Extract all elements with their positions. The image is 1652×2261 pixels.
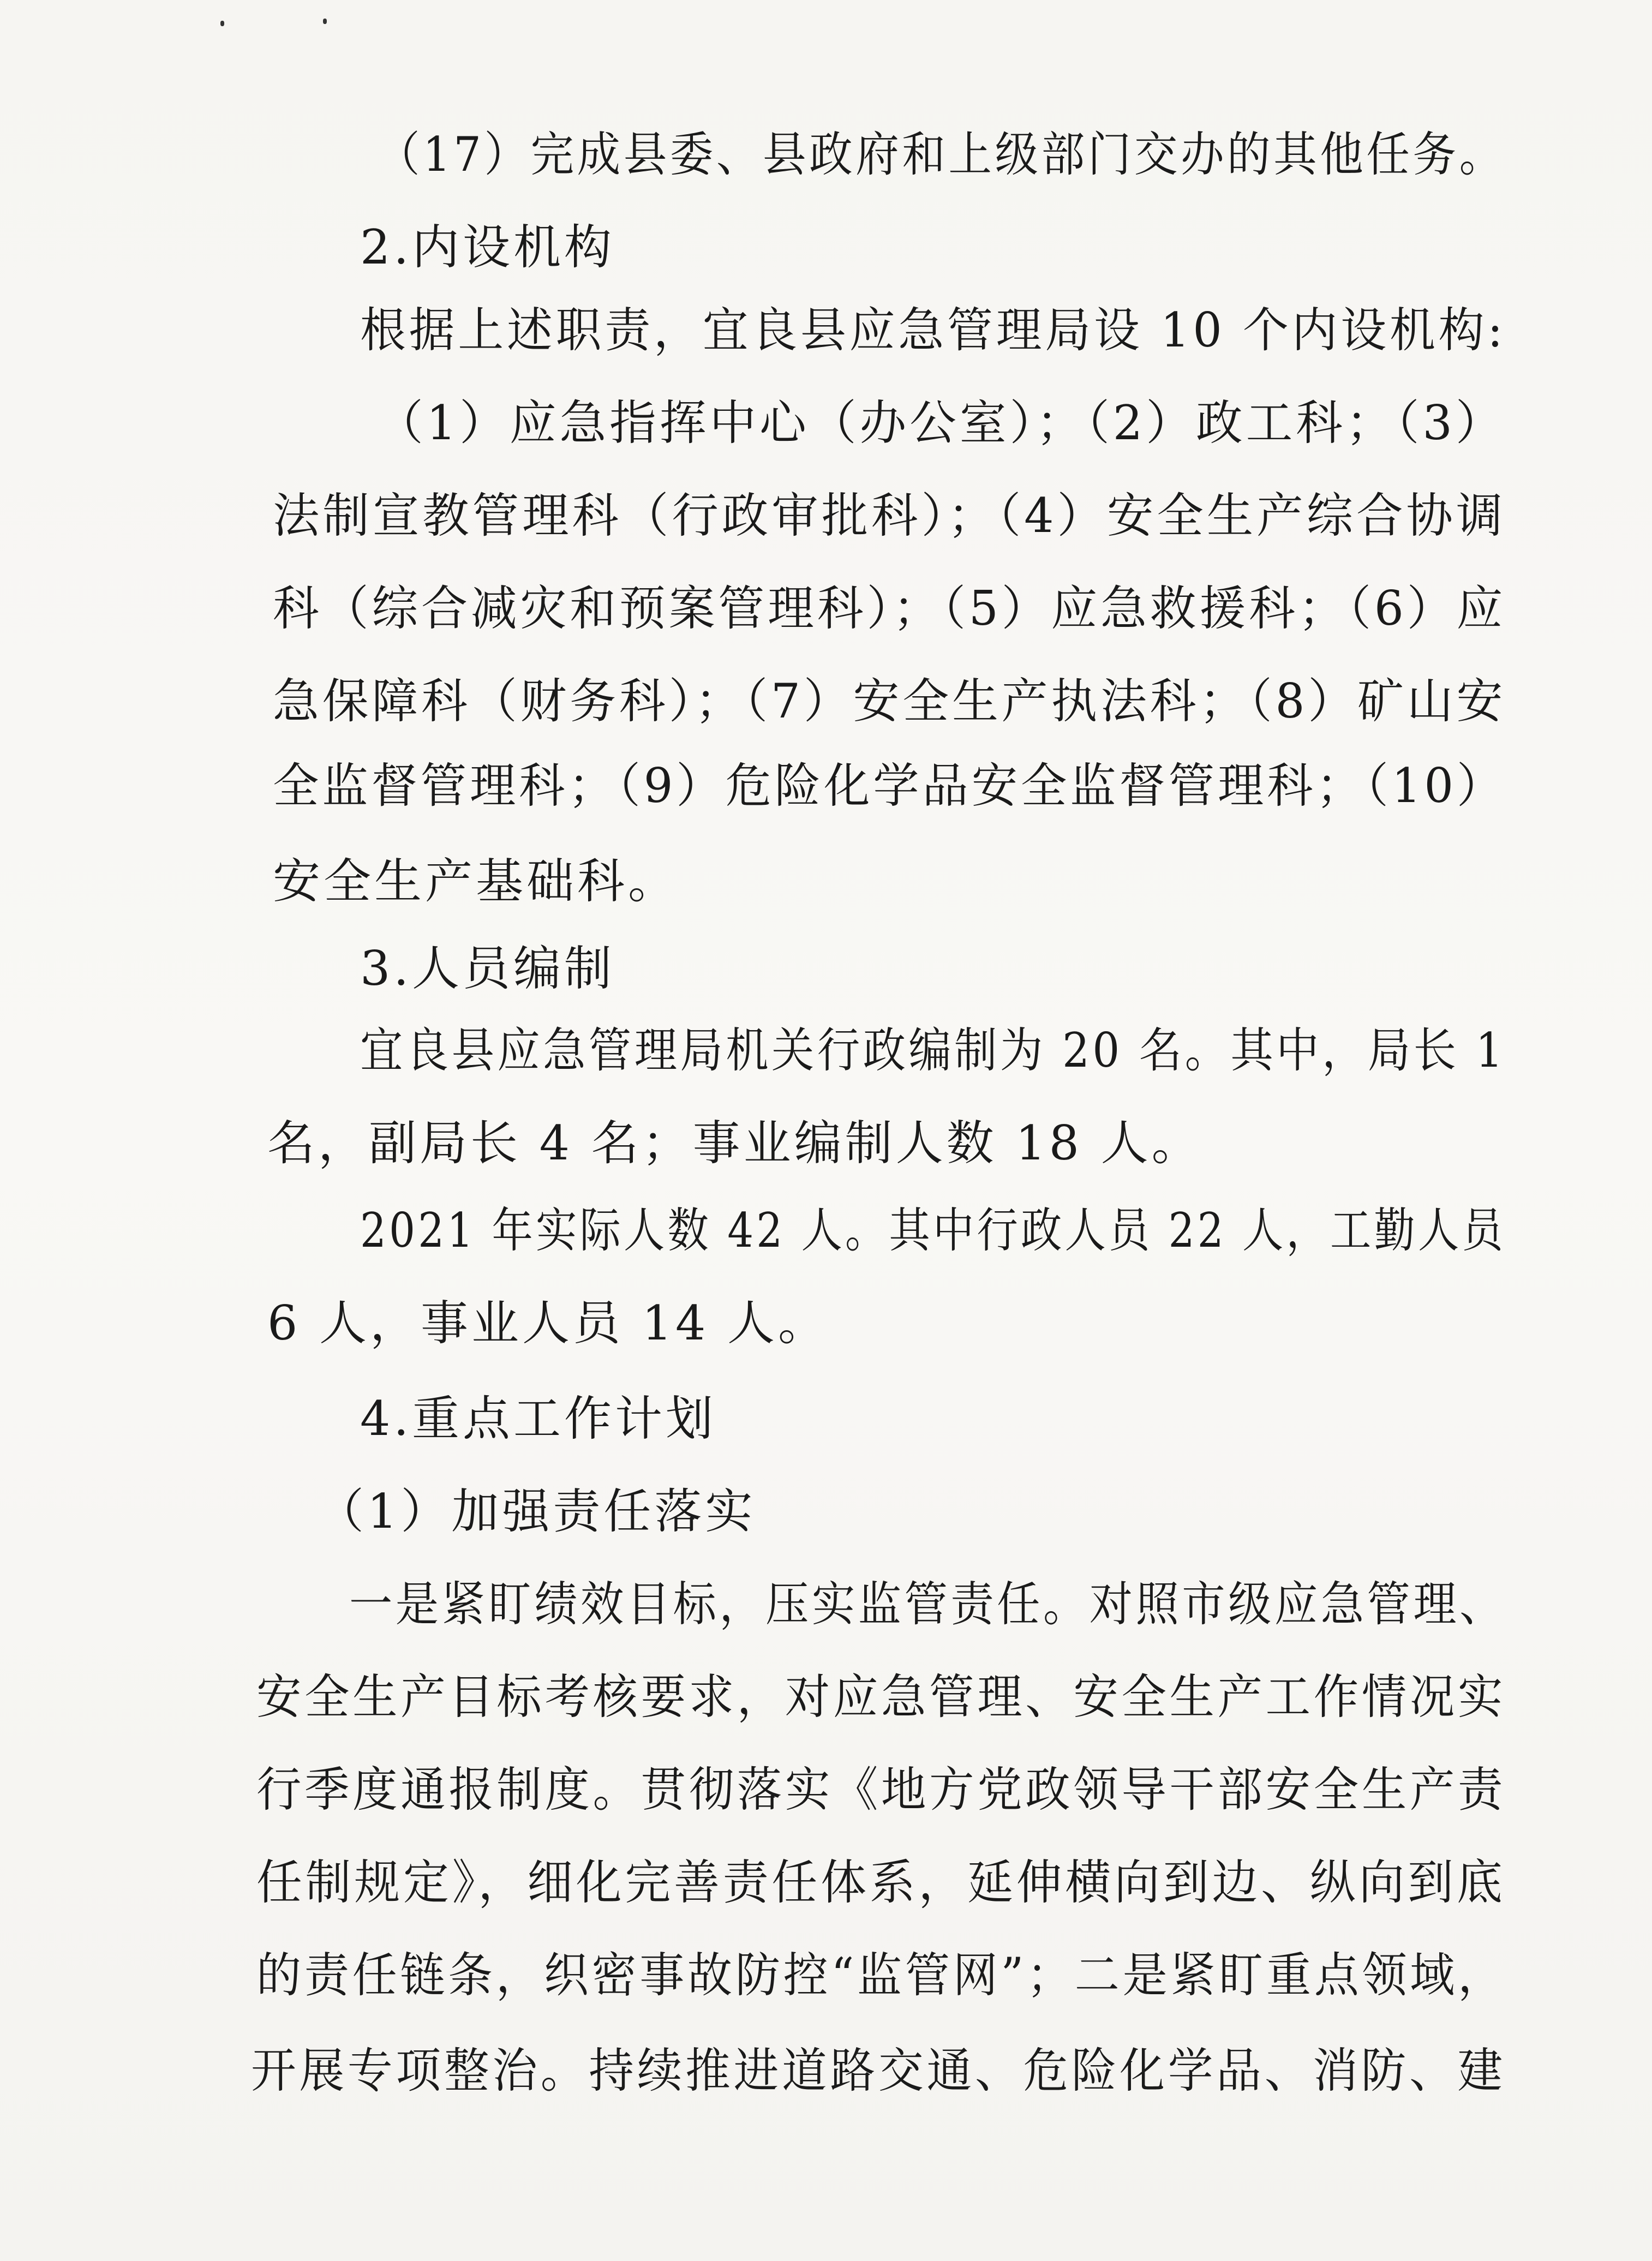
text-line: 法制宣教管理科（行政审批科）；（4）安全生产综合协调 [273,488,1506,543]
text-line: 宜良县应急管理局机关行政编制为 20 名。其中，局长 1 [360,1022,1506,1078]
text-line: （1）应急指挥中心（办公室）；（2）政工科；（3） [376,395,1506,451]
section-heading: 2.内设机构 [360,219,615,275]
subsection-heading: （1）加强责任落实 [316,1484,756,1539]
text-line: 全监督管理科；（9）危险化学品安全监督管理科；（10） [273,758,1506,814]
section-heading: 3.人员编制 [360,941,615,996]
section-heading: 4.重点工作计划 [360,1391,717,1446]
scan-speck [220,21,224,26]
text-line: 急保障科（财务科）；（7）安全生产执法科；（8）矿山安 [273,673,1506,729]
text-line: （17）完成县委、县政府和上级部门交办的其他任务。 [376,127,1506,182]
text-line: 的责任链条，织密事故防控“监管网”；二是紧盯重点领域， [256,1947,1506,2003]
text-line: 行季度通报制度。贯彻落实《地方党政领导干部安全生产责 [256,1762,1506,1817]
text-line: 安全生产基础科。 [273,853,679,909]
text-line: 根据上述职责，宜良县应急管理局设 10 个内设机构: [360,302,1506,358]
text-line: 任制规定》，细化完善责任体系，延伸横向到边、纵向到底 [256,1855,1506,1910]
text-line: 6 人，事业人员 14 人。 [267,1295,829,1351]
text-line: 名，副局长 4 名；事业编制人数 18 人。 [267,1115,1202,1171]
text-line: 安全生产目标考核要求，对应急管理、安全生产工作情况实 [256,1669,1506,1725]
text-line: 一是紧盯绩效目标，压实监管责任。对照市级应急管理、 [349,1576,1506,1632]
text-line: 开展专项整治。持续推进道路交通、危险化学品、消防、建 [251,2043,1506,2098]
text-line: 科（综合减灾和预案管理科）；（5）应急救援科；（6）应 [273,581,1506,636]
text-line: 2021 年实际人数 42 人。其中行政人员 22 人，工勤人员 [360,1203,1506,1258]
scan-speck [323,19,327,24]
